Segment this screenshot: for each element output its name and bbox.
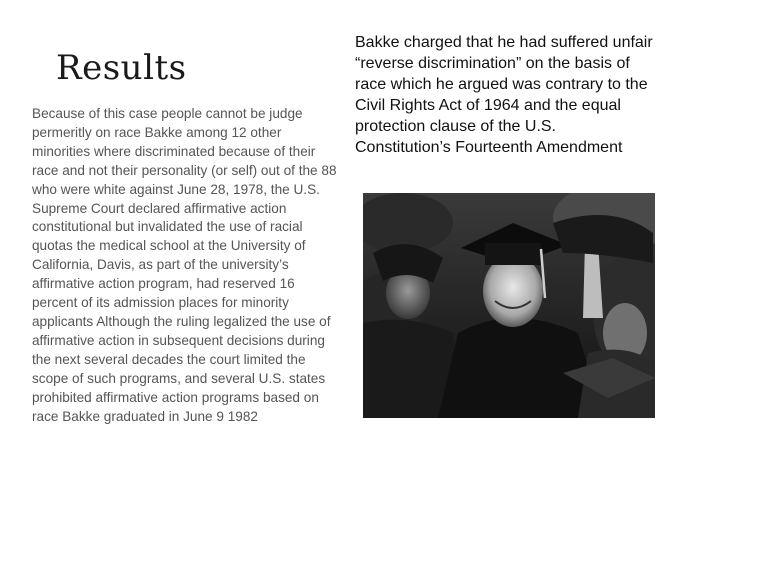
discrimination-paragraph: Bakke charged that he had suffered unfair “reverse discrimination” on the basis of race which he argued was contrary to the Civil Rights Act of 1964 and the equal protection clause of the U.S. Constitution’s Fourteenth Amendment	[355, 34, 653, 156]
graduation-photo-illustration	[363, 193, 655, 418]
graduation-photo	[363, 193, 655, 418]
results-paragraph: Because of this case people cannot be judge permeritly on race Bakke among 12 other minorities where discriminated because of their race and not their personality (or self) out of the 88 who were white against June 28, 1978, the U.S. Supreme Court declared affirmative action constitutional but invalidated the use of racial quotas the medical school at the University of California, Davis, as part of the university’s affirmative action program, had reserved 16 percent of its admission places for minority applicants Although the ruling legalized the use of affirmative action in subsequent decisions during the next several decades the court limited the scope of such programs, and several U.S. states prohibited affirmative action programs based on race Bakke graduated in June 9 1982	[32, 106, 337, 424]
slide-title: Results	[56, 48, 187, 88]
